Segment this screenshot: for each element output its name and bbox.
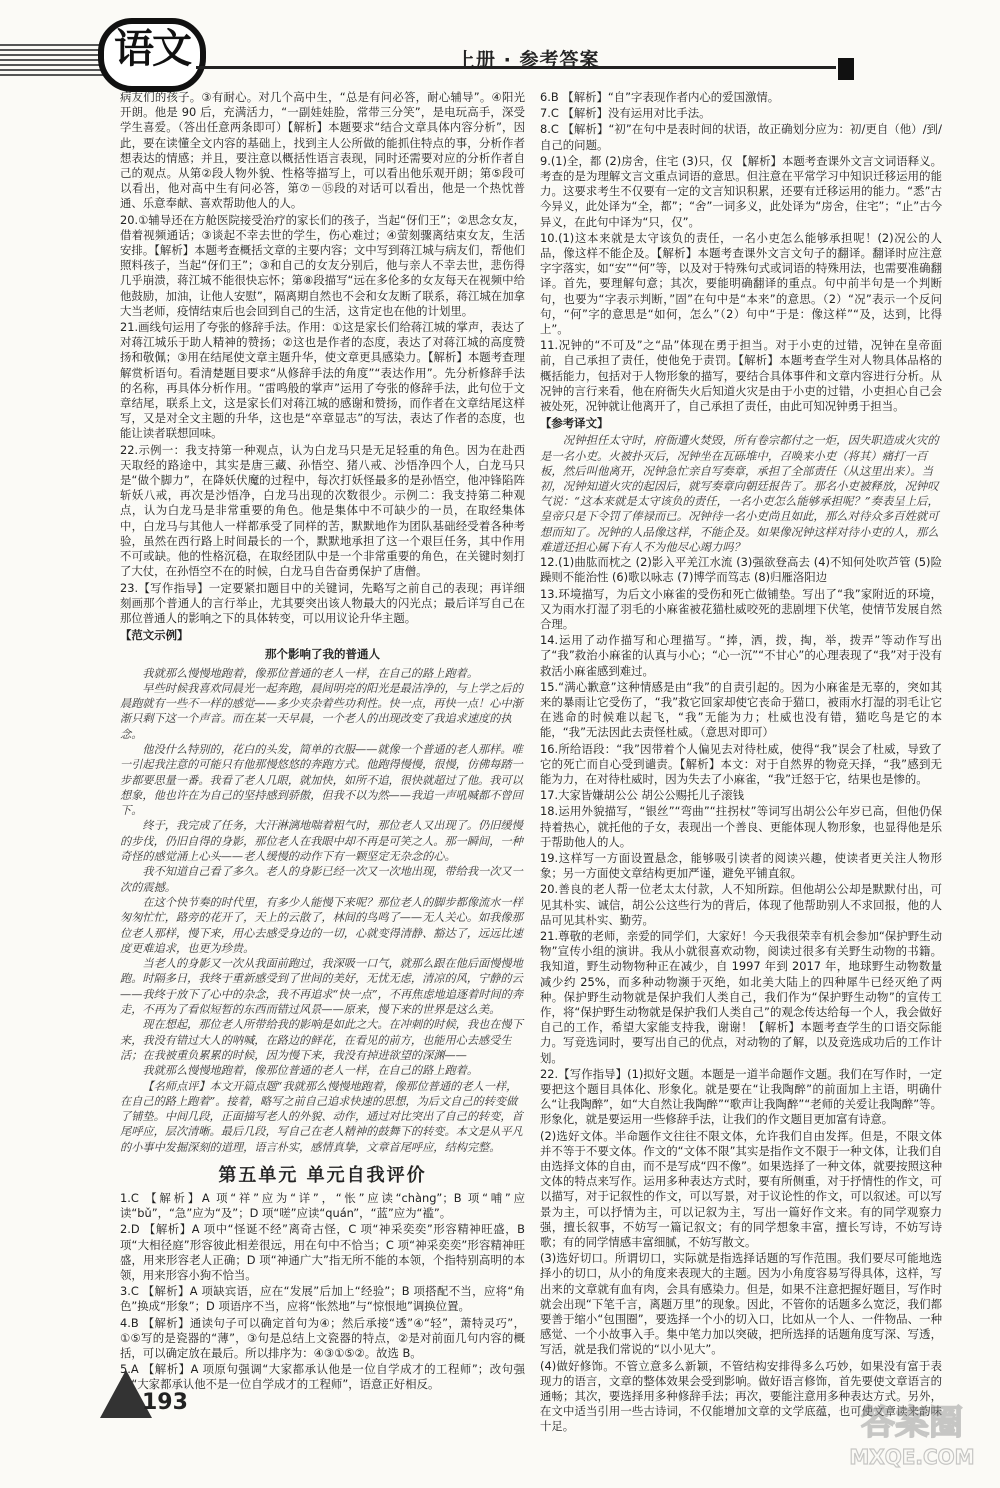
translation-label: 【参考译文】 xyxy=(540,416,609,431)
essay-paragraph: 在这个快节奏的时代里，有多少人能慢下来呢？那位老人的脚步都像流水一样匆匆忙忙，路旁的花开了，天上的云散了，林间的鸟鸣了——无人关心。如我像那位老人那样，慢下来，用心去感受身边的一切，心就变得清静、豁达了，远远比速度更难追求，也更为珍贵。 xyxy=(120,895,523,955)
unit-answer-15: 15.“满心歉意”这种情感是由“我”的自责引起的。因为小麻雀是无辜的，突如其来的暴雨让它受伤了，“我”救它回家却使它丧命于猫口，被雨水打湿的羽毛让它在逃命的时候难以起飞，“我”无能为力；杜威也没有错，猫吃鸟是它的本能，“我”无法因此去责怪杜威。（意思对即可） xyxy=(540,679,942,740)
essay-paragraph: 终于，我完成了任务，大汗淋漓地喘着粗气时，那位老人又出现了。仍旧缓慢的步伐，仍旧自得的身影，那位老人在我眼中却不再是可笑之人。那一瞬间，一种奇怪的感觉涌上心头——老人缓慢的动作下有一颗坚定无杂念的心。 xyxy=(120,819,523,864)
watermark-logo xyxy=(832,1392,992,1472)
reference-translation xyxy=(540,433,942,555)
model-essay-label: 【范文示例】 xyxy=(120,628,189,643)
right-column xyxy=(540,90,942,1436)
unit-answer-3: 3.C 【解析】A 项缺宾语，应在“发展”后加上“经验”；B 项搭配不当，应将“角色”换成“形象”；D 项语序不当，应将“怅然地”与“惊恨地”调换位置。 xyxy=(120,1284,525,1314)
unit-answer-8: 8.C 【解析】“初”在句中是表时间的状语，故正确划分应为：初/更自（他）/到/自己的问题。 xyxy=(540,122,942,152)
left-column xyxy=(120,90,525,1394)
teacher-comment: 【名师点评】本文开篇点题“我就那么慢慢地跑着，像那位普通的老人一样，在自己的路上跑着”。接着，略写之前自己追求快速的思想，为后文自己的转变做了铺垫。中间几段，正面描写老人的外貌、动作，通过对比突出了自己的转变，首尾呼应，层次清晰。最后几段，写自己在老人精神的鼓舞下的转变。本文是从平凡的小事中发掘深刻的道理，语言朴实，感情真挚，文章首尾呼应，结构完整。 xyxy=(120,1079,523,1154)
essay-paragraph: 现在想起，那位老人所带给我的影响是如此之大。在冲刺的时候，我也在慢下来，我没有错过大人的呐喊，在路边的鲜花，在看见的前方，也能用心去感受生活；在我被重负累累的时候，因为慢下来，我没有掉进欲望的深渊—— xyxy=(120,1018,523,1062)
essay-paragraph: 他没什么特别的，花白的头发，简单的衣服——就像一个普通的老人那样。唯一引起我注意的可能只有他那慢悠悠的奔跑方式。他跑得慢慢，很慢，仿佛每踏一步都要思量一番。我看了老人几眼，就加快，如所不追，很快就超过了他。我可以想象，他也许在为自己的坚持感到骄傲，但我不以为然——我追一声吼喊都不曾回下。 xyxy=(120,743,523,818)
unit-answer-20: 20.善良的老人帮一位老太太付款，人不知所踪。但他胡公公却是默默付出，可见其朴实、诚信，胡公公这些行为的背后，体现了他帮助别人不求回报，他的人品可见其朴实、勤劳。 xyxy=(540,882,942,927)
essay-paragraph: 我就那么慢慢地跑着，像那位普通的老人一样，在自己的路上跑着。 xyxy=(142,666,479,680)
unit-answer-1: 1.C 【解析】A 项“祥”应为“详”，“怅”应读“chàng”；B 项“哺”应读“bǔ”，“急”应为“及”；D 项“嗟”应读“quán”，“蓝”应为“褴”。 xyxy=(120,1191,525,1221)
answer-20: 20.①辅导还在方舱医院接受治疗的家长们的孩子，当起“伢们王”；②思念女友，借着视频通话；③谈起不幸去世的学生，伤心难过；④萤刻骤离结束女友，生活安排。【解析】本题考查概括文章的主要内容；文中写到蒋江城与病友们，帮他们照料孩子，当起“伢们王”；③和自己的女友分别后，他与亲人不幸去世，悲伤得几乎崩溃，蒋江城不能很快忘怀；第⑧段描写“远在多伦多的女友每天在视频中给他鼓励，加油，让他人安慰”，隔离期自然也不会和女友断了联系，蒋江城在加拿大当老师，疫情结束后也会回到自己的生活，这肯定也在他的计划里。 xyxy=(120,212,525,318)
unit-answer-7: 7.C 【解析】没有运用对比手法。 xyxy=(540,106,711,121)
unit-title: 第五单元 单元自我评价 xyxy=(218,1165,427,1187)
watermark-url: MXQE.COM xyxy=(849,1445,975,1469)
unit-answer-11: 11.况钟的“不可及”之“品”体现在勇于担当。对于小吏的过错，况钟在皇帝面前，自己承担了责任，使他免于责罚。【解析】本题考查学生对人物具体品格的概括能力，包括对于人物形象的描写，要结合具体事件和文章内容进行分析。从况钟的言行来看，他在府衙失火后知道火灾是由于小吏的过错，小吏担心自己会被处死，况钟就让他离开了，自己承担了责任，由此可知况钟勇于担当。 xyxy=(540,338,942,414)
answer-23: 23.【写作指导】一定要紧扣题目中的关键词，先略写之前自己的表现；再详细刻画那个普通人的言行举止，尤其要突出该人物最大的闪光点；最后详写自己在那位普通人的影响之下的具体转变，可以用议论升华主题。 xyxy=(120,580,525,625)
answer-21: 21.画线句运用了夸张的修辞手法。作用：①这是家长们给蒋江城的掌声，表达了对蒋江城乐于助人精神的赞扬；②这也是作者的态度，表达了对蒋江城的高度赞扬和敬佩；③用在结尾使文章主题升华，使文章更具感染力。【解析】本题考查理解赏析语句。看清楚题目要求“从修辞手法的角度”“表达作用”。先分析修辞手法的名称，再具体分析作用。“雷鸣般的掌声”运用了夸张的修辞手法，此句位于文章结尾，联系上文，这是家长们对蒋江城的感谢和赞扬，而作者在文章结尾这样写，又是对全文主题的升华，这也是“卒章显志”的写法，表达了作者的态度，也能让读者联想回味。 xyxy=(120,320,525,441)
page-number: 193 xyxy=(142,1390,188,1415)
answer-22: 22.示例一：我支持第一种观点，认为白龙马只是无足轻重的角色。因为在赴西天取经的路途中，其实是唐三藏、孙悟空、猪八戒、沙悟净四个人，白龙马只是“做个脚力”，在降妖伏魔的过程中，每次打妖怪最多的是孙悟空，他冲锋陷阵斩妖八戒，再次是沙悟净，白龙马出现的次数很少。示例二：我支持第二种观点，认为白龙马是非常重要的角色。他是集体中不可缺少的一员，在取经集体中，白龙马与其他人一样都承受了同样的苦，默默地作为团队基础经受着各种考验，虽然在西行路上时间最长的一个，默默地承担了这一个艰巨任务，其中作用不可或缺。他的性格沉稳，在取经团队中是一个非常重要的角色，在关键时刻打了大仗，在孙悟空不在的时候，白龙马自告奋勇保护了唐僧。 xyxy=(120,442,525,579)
unit-answer-19: 19.这样写一方面设置悬念，能够吸引读者的阅读兴趣，使读者更关注人物形象；另一方面使文章结构更加严谨，避免平铺直叙。 xyxy=(540,850,942,881)
unit-answer-13: 13.环境描写，为后文小麻雀的受伤和死亡做铺垫。写出了“我”家附近的环境，又为雨水打湿了羽毛的小麻雀被花猫杜威咬死的悲剧埋下伏笔，使情节发展自然合理。 xyxy=(540,586,942,631)
unit-answer-18: 18.运用外貌描写，“银丝”“弯曲”“拄拐杖”等词写出胡公公年岁已高，但他仍保持着热心，就托他的子女，表现出一个善良、更能体现人物形象，也显得他是乐于帮助他人的人。 xyxy=(540,804,942,849)
translation-paragraph: 况钟担任太守时，府衙遭火焚毁，所有卷宗都付之一炬，因失职造成火灾的是一名小吏。火被扑灭后，况钟坐在瓦砾堆中，召唤来小吏（将其）痛打一百板，然后叫他离开，况钟急忙亲自写奏章，承担了全部责任（从这里出来）。当初，况钟知道火灾的起因后，就写奏章向朝廷报告了。那名小吏被释放，况钟叹气说：“这本来就是太守该负的责任，一名小吏怎么能够承担呢？”奏表呈上后，皇帝只是下令罚了俸禄而已。况钟待一名小吏尚且如此，那么对待众多百姓就可想而知了。况钟的人品像这样，不能企及。如果像况钟这样对待小吏的人，那么难道还担心属下有人不为他尽心竭力吗？ xyxy=(540,433,939,554)
unit-answer-17: 17.大家皆嫌胡公公 胡公公赐托儿子滚钱 xyxy=(540,788,744,803)
unit-answer-9: 9.(1)全，都 (2)房舍，住宅 (3)只，仅 【解析】本题考查课外文言文词语释义。考查的是为理解文言文重点词语的意思。但注意在平常学习中知识迁移运用的能力。这要求考生不仅要有一定的文言知识积累，还要有迁移运用的能力。“悉”古今异义，此处译为“全，都”；“舍”一词多义，此处译为“房舍，住宅”；“止”古今异义，在此句中译为“只，仅”。 xyxy=(540,153,942,229)
unit-answer-22: 22.【写作指导】(1)拟好文题。本题是一道半命题作文题。我们在写作时，一定要把这个题目具体化、形象化。就是要在“让我陶醉”的前面加上主语，明确什么“让我陶醉”，如“大自然让我陶醉”“歌声让我陶醉”“老师的关爱让我陶醉”等。形象化，就是要运用一些修辞手法，让我们的作文题目更加富有诗意。 xyxy=(540,1066,942,1127)
writing-guide-3: (3)选好切口。所谓切口，实际就是指选择话题的写作范围。我们要尽可能地选择小的切口，从小的角度来表现大的主题。因为小角度容易写得具体，这样，写出来的文章就有血有肉，会具有感染力。但是，如果不注意把握好题目，写作时就会出现“下笔千言，离题万里”的现象。因此，不管你的话题多么宽泛，我们都要善于缩小“包围圈”，要选择一个小的切入口，比如从一个人、一件物品、一种感觉、一个小故事入手。集中笔力加以突破，把所选择的话题角度写深、写透，写活，就是我们常说的“以小见大”。 xyxy=(540,1251,942,1357)
essay-paragraph: 我就那么慢慢地跑着，像那位普通的老人一样，在自己的路上跑着。 xyxy=(142,1064,479,1078)
header-title: 上册 · 参考答案 xyxy=(456,49,600,71)
unit-answer-10: 10.(1)这本来就是太守该负的责任，一名小吏怎么能够承担呢！(2)况公的人品，像这样不能企及。【解析】本题考查课外文言文句子的翻译。翻译时应注意字字落实，如“安”“何”等，以及对于特殊句式或词语的特殊用法，也需要准确翻译。首先，要理解句意；其次，要能明确翻译的重点。句中前半句是一个判断句，也要为“字表示判断，”固”在句中是“本来”的意思。（2）“况”表示一个反问句，“何”字的意思是“如何，怎么”（2）句中“于是：像这样”“及，达到，比得上”。 xyxy=(540,230,942,337)
writing-guide-2: (2)选好文体。半命题作文往往不限文体，允许我们自由发挥。但是，不限文体并不等于不要文体。作文的“文体不限”其实是指作文不限于一种文体，让我们自由选择文体的自由，而不是写成“四不像”。如果选择了一种文体，就要按照这种文体的特点来写作。运用多种表达方式时，要有所侧重，对于抒情性的作文，可以描写，对于记叙性的作文，可以写景，对于议论性的作文，可以叙述。可以写景为主，可以抒情为主，可以记叙为主，写出一篇好作文来。有的同学观察力强，擅长叙事，不妨写一篇记叙文；有的同学想象丰富，擅长写诗，不妨写诗歌；有的同学情感丰富细腻，不妨写散文。 xyxy=(540,1128,942,1250)
unit-answer-6: 6.B 【解析】“自”字表现作者内心的爱国激情。 xyxy=(540,90,780,104)
writing-guide-4: (4)做好修饰。不管立意多么新颖，不管结构安排得多么巧妙，如果没有富于表现力的语言，文章的整体效果会受到影响。做好语言修饰，首先要使文章语言的通畅；其次，要选择用多种修辞手法；再次，要能注意用多种表达方式。另外，在文中适当引用一些古诗词，不仅能增加文章的文学底蕴，也可使文章读来韵味十足。 xyxy=(540,1358,942,1434)
answer-19-continued: 病友们的孩子。③有耐心。对几个高中生，“总是有问必答，耐心辅导”。④阳光开朗。他是 90 后，充满活力，“一副娃娃脸，常带三分笑”，是电玩高手，深受学生喜爱。（答出任意两条即可）【解析】本题要求“结合文章具体内容分析”，因此，要在读懂全文内容的基础上，找到主人公所做的能抓住特点的事，分析作者想表达的情感；并且，要注意以概括性语言表现，同时还需要对应的分析作者自己的观点。从第②段人物外貌、性格等描写上，可以看出他乐观开朗；第⑤段可以看出，他对高中生有问必答，第⑦－⑮段的对话可以看出，他是一个热忱普通、乐意奉献、喜欢帮助他人的人。 xyxy=(120,90,525,211)
unit-answer-4: 4.B 【解析】通读句子可以确定首句为④；然后承接“透”④“轻”，萧特灵巧”，①⑤写的是瓷器的“薄”，③句是总结上文瓷器的特点，②是对前面几句内容的概括，可以确定放在最后。所以排序为：④③①⑤②。故选 B。 xyxy=(120,1315,525,1361)
watermark-text: 答案圈 xyxy=(861,1403,963,1443)
unit-answer-5: 5.A 【解析】A 项原句强调“大家都承认他是一位自学成才的工程师”；改句强调“大家都承认他不是一位自学成才的工程师”，语意正好相反。 xyxy=(120,1362,525,1392)
header-block-mark xyxy=(838,58,854,80)
essay-paragraph: 当老人的身影又一次从我面前跑过，我深吸一口气，就那么跟在他后面慢慢地跑。时隔多日，我终于重新感受到了世间的美好，无忧无虑，清凉的风，宁静的云——我终于放下了心中的杂念，我不再追求“快一点”，不再焦虑地追逐着时间的奔走，不再为了看似短暂的东西而错过风景——原来，慢下来的世界是这么美。 xyxy=(120,957,524,1017)
page-header xyxy=(0,0,1000,92)
model-essay-body xyxy=(120,666,525,1156)
unit-answer-21: 21.尊敬的老师，亲爱的同学们，大家好！今天我很荣幸有机会参加“保护野生动物”宣传小组的演讲。我从小就很喜欢动物，阅读过很多有关野生动物的书籍。我知道，野生动物物种正在减少，自 1997 年到 2017 年，地球野生动物数量减少约 25%，而多种动物濒于灭绝，如北美大陆上的四种犀牛已经灭绝了两种。保护野生动物就是保护我们人类自己，我们作为“保护野生动物”的宣传工作，将“保护野生动物就是保护我们人类自己”的观念传达给每一个人，我会做好自己的工作，希望大家能支持我，谢谢！【解析】本题考查学生的口语交际能力。写竞选词时，要写出自己的优点，对动物的了解，以及竞选成功后的工作计划。 xyxy=(540,928,942,1065)
unit-answer-14: 14.运用了动作描写和心理描写。“捧，洒，拨，掏，举，拨弄”等动作写出了“我”救治小麻雀的认真与小心；“心一沉”“不甘心”的心理表现了“我”对于没有救活小麻雀感到难过。 xyxy=(540,633,942,678)
unit-answer-2: 2.D 【解析】A 项中“怪诞不经”离奇古怪，C 项“神采奕奕”形容精神旺盛，B 项“大相径庭”形容彼此相差很远，用在句中不恰当；C 项“神采奕奕”形容精神旺盛，用来形容老人正确；D 项“神通广大”指无所不能的本领，个指特别高明的本领，用来形容小狗不恰当。 xyxy=(120,1222,525,1283)
subject-logo: 语文 xyxy=(98,18,206,92)
model-essay-title: 那个影响了我的普通人 xyxy=(265,647,380,662)
unit-answer-16: 16.所给语段：“我”因带着个人偏见去对待杜威，使得“我”误会了杜威，导致了它的死亡而自心受到谴责。【解析】本文：对于自然界的物竞天择，“我”感到无能为力，在对待杜威时，因为失去了小麻雀，“我”迁怒于它，结果也是惨的。 xyxy=(540,741,942,786)
unit-answer-12: 12.(1)曲肱而枕之 (2)影入平羌江水流 (3)强欲登高去 (4)不知何处吹芦管 (5)险躁则不能治性 (6)歌以咏志 (7)博学而笃志 (8)归雁洛阳边 xyxy=(540,555,942,585)
essay-paragraph: 早些时候我喜欢同晨光一起奔跑，晨间明亮的阳光是最洁净的，与上学之后的晨跑就有一些不一样的感觉——多少夹杂着些功利性。快一点，再快一点！心中渐渐只剩下这一个声音。而在某一天早晨，一个老人的出现改变了我追求速度的执念。 xyxy=(120,681,523,741)
essay-paragraph: 我不知道自己看了多久。老人的身影已经一次又一次地出现，带给我一次又一次的震撼。 xyxy=(120,865,523,894)
